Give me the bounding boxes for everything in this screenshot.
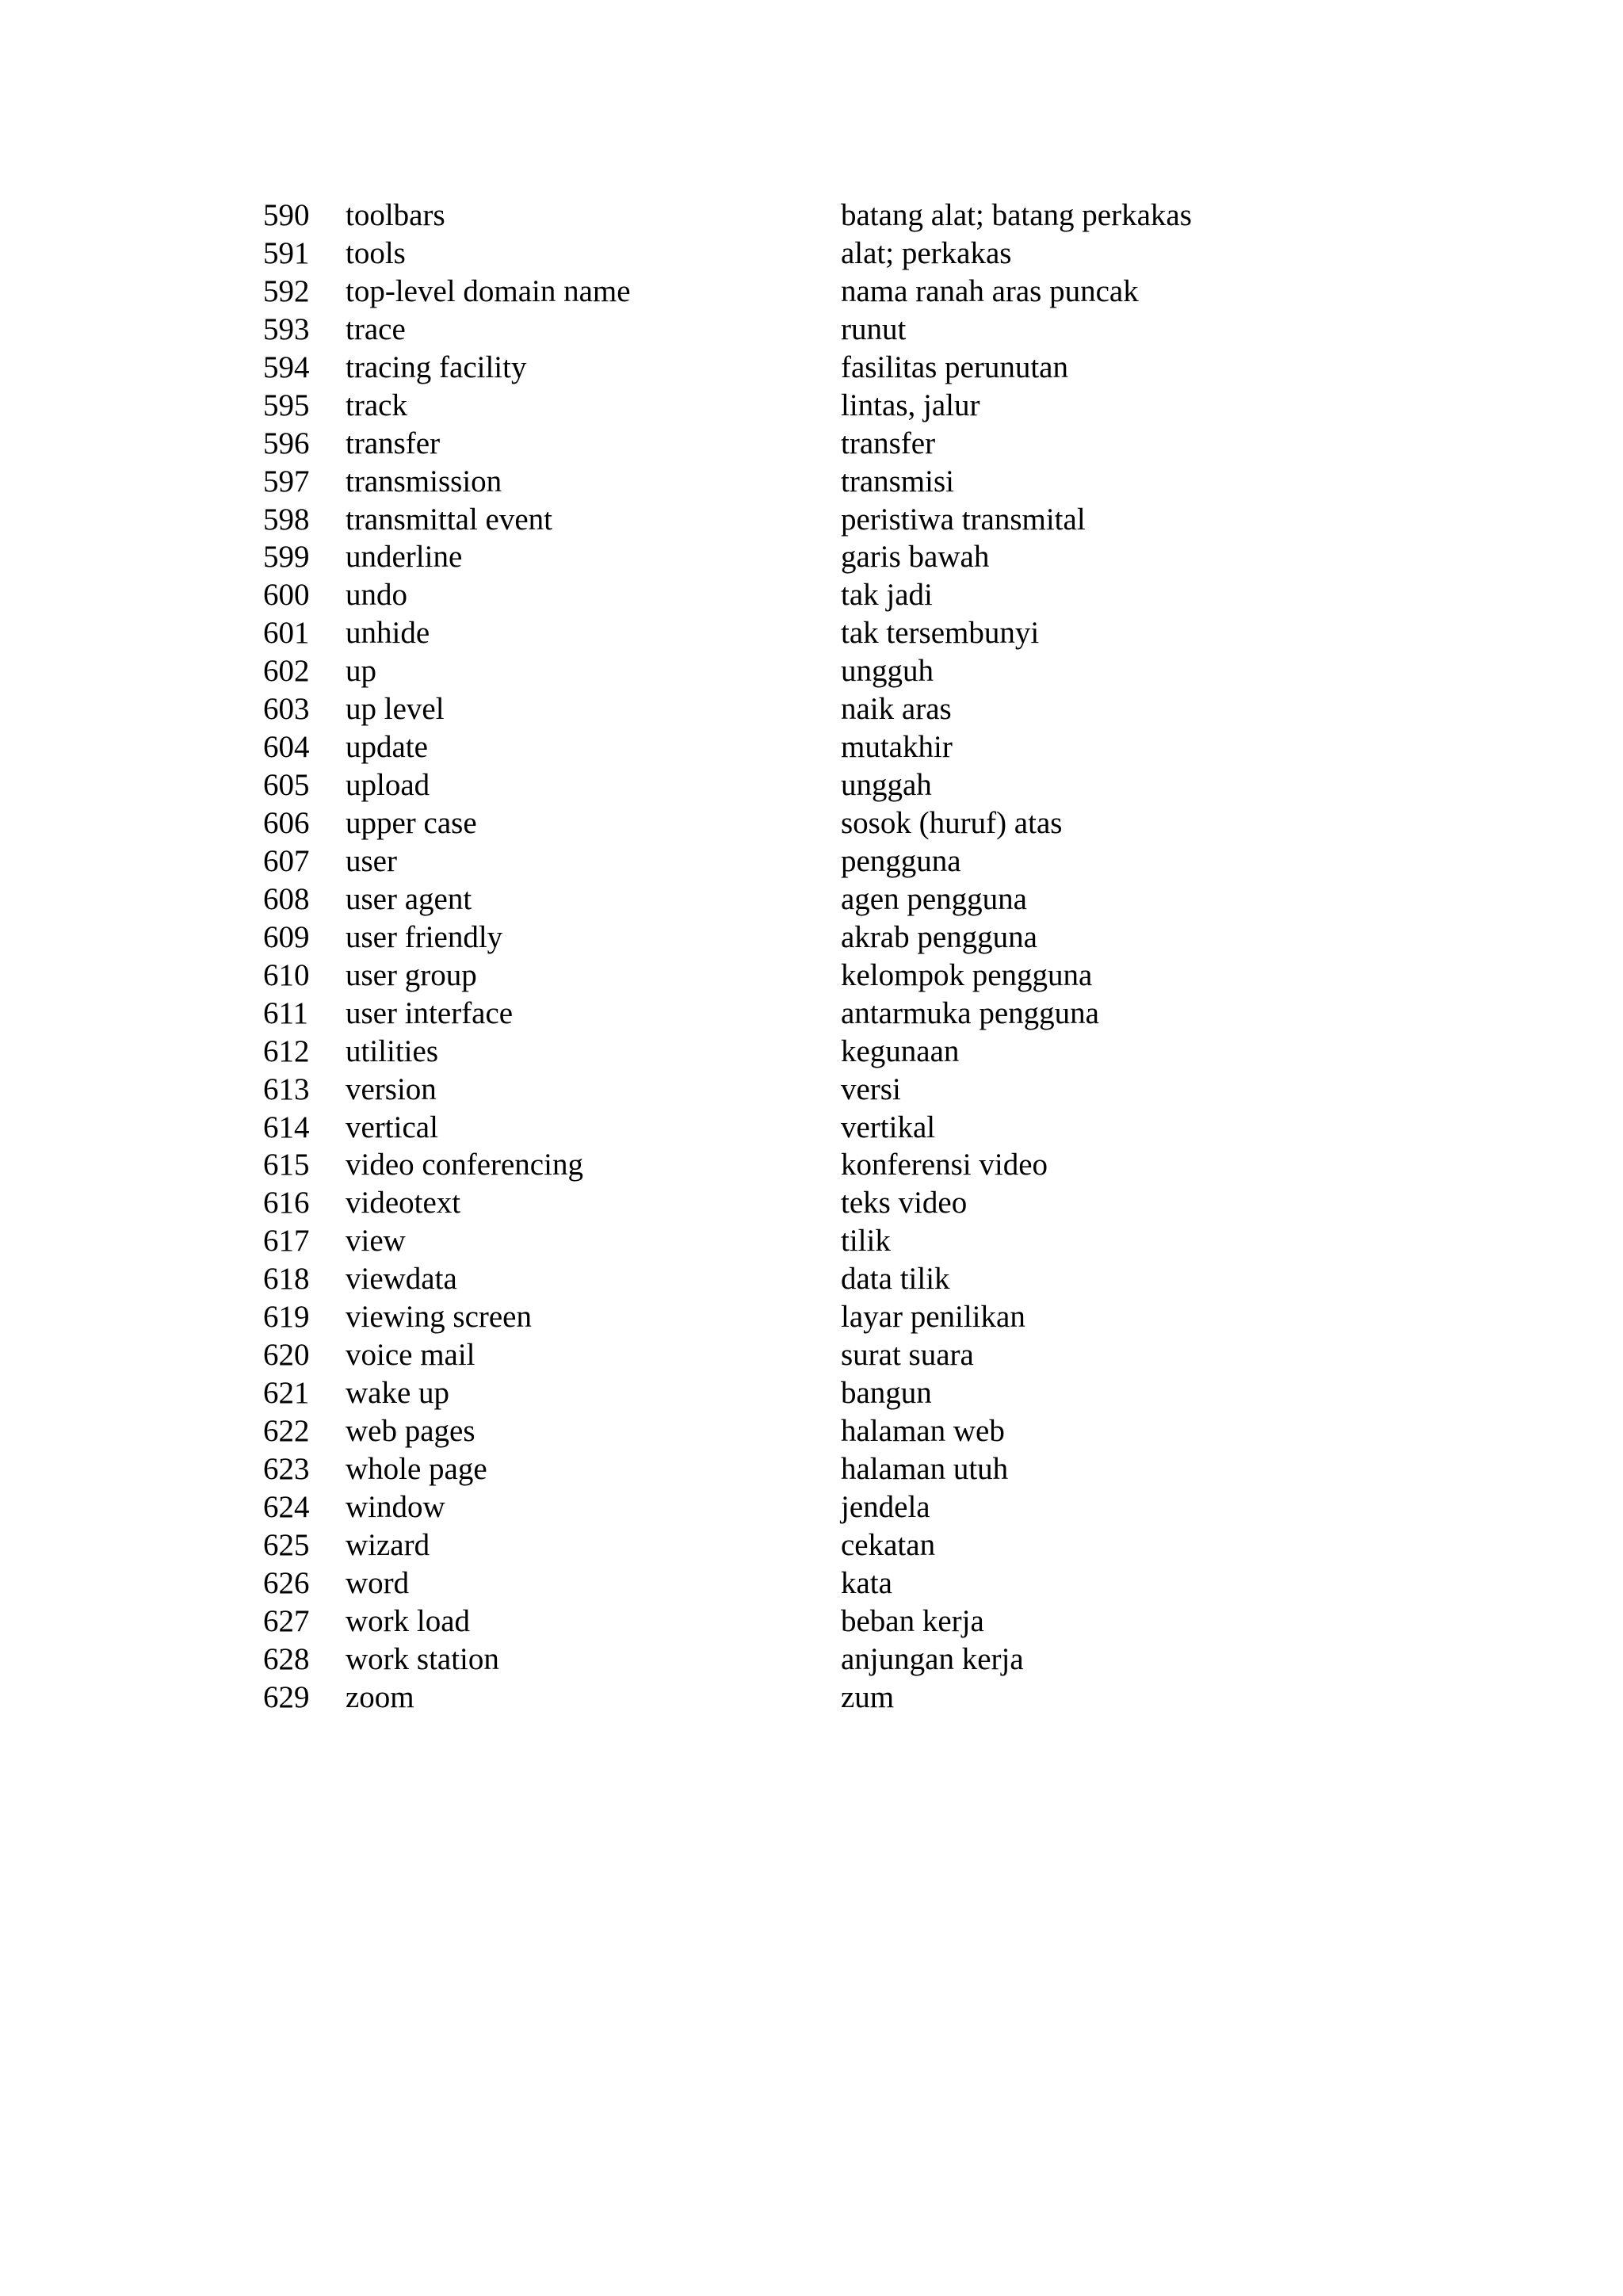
indonesian-translation: teks video [841, 1186, 968, 1221]
english-term: viewdata [346, 1262, 457, 1297]
entry-number: 625 [263, 1527, 310, 1562]
glossary-row [0, 1450, 1623, 1488]
english-term: viewing screen [346, 1300, 532, 1335]
glossary-row [0, 1603, 1623, 1641]
indonesian-translation: anjungan kerja [841, 1641, 1024, 1676]
english-term: voice mail [346, 1338, 475, 1373]
english-term: tracing facility [346, 350, 527, 384]
glossary-list [0, 197, 1623, 1717]
glossary-row [0, 766, 1623, 804]
entry-number: 628 [263, 1641, 310, 1676]
english-term: version [346, 1072, 437, 1106]
english-term: whole page [346, 1451, 487, 1486]
indonesian-translation: garis bawah [841, 540, 990, 575]
entry-number: 613 [263, 1072, 310, 1106]
indonesian-translation: batang alat; batang perkakas [841, 198, 1192, 232]
glossary-row [0, 690, 1623, 728]
glossary-row [0, 881, 1623, 919]
indonesian-translation: tak tersembunyi [841, 616, 1040, 651]
english-term: word [346, 1565, 410, 1600]
english-term: top-level domain name [346, 273, 631, 308]
glossary-row [0, 1564, 1623, 1603]
glossary-row [0, 235, 1623, 273]
english-term: transfer [346, 426, 441, 460]
entry-number: 616 [263, 1186, 310, 1221]
english-term: video conferencing [346, 1148, 583, 1182]
glossary-row [0, 804, 1623, 842]
entry-number: 615 [263, 1148, 310, 1182]
indonesian-translation: zum [841, 1679, 895, 1714]
glossary-row [0, 576, 1623, 614]
english-term: user [346, 843, 397, 878]
glossary-row [0, 1222, 1623, 1260]
entry-number: 617 [263, 1224, 310, 1259]
entry-number: 614 [263, 1110, 310, 1144]
indonesian-translation: surat suara [841, 1338, 974, 1373]
entry-number: 607 [263, 843, 310, 878]
indonesian-translation: naik aras [841, 692, 952, 727]
indonesian-translation: nama ranah aras puncak [841, 273, 1139, 308]
glossary-row [0, 957, 1623, 995]
indonesian-translation: jendela [841, 1489, 930, 1524]
entry-number: 619 [263, 1300, 310, 1335]
entry-number: 603 [263, 692, 310, 727]
indonesian-translation: transfer [841, 426, 936, 460]
indonesian-translation: antarmuka pengguna [841, 995, 1099, 1030]
english-term: underline [346, 540, 463, 575]
entry-number: 626 [263, 1565, 310, 1600]
entry-number: 611 [263, 995, 309, 1030]
indonesian-translation: unggah [841, 768, 932, 803]
english-term: track [346, 388, 407, 422]
glossary-row [0, 1260, 1623, 1298]
entry-number: 610 [263, 957, 310, 992]
entry-number: 595 [263, 388, 310, 422]
glossary-row [0, 387, 1623, 425]
glossary-row [0, 349, 1623, 387]
entry-number: 593 [263, 311, 310, 346]
entry-number: 597 [263, 464, 310, 499]
indonesian-translation: mutakhir [841, 730, 953, 765]
english-term: upload [346, 768, 430, 803]
entry-number: 602 [263, 654, 310, 689]
english-term: user group [346, 957, 477, 992]
entry-number: 612 [263, 1033, 310, 1068]
english-term: up level [346, 692, 445, 727]
english-term: user friendly [346, 919, 503, 954]
english-term: undo [346, 578, 407, 613]
entry-number: 624 [263, 1489, 310, 1524]
english-term: work station [346, 1641, 499, 1676]
english-term: zoom [346, 1679, 414, 1714]
entry-number: 592 [263, 273, 310, 308]
english-term: window [346, 1489, 445, 1524]
glossary-row [0, 538, 1623, 576]
glossary-row [0, 1109, 1623, 1147]
indonesian-translation: kelompok pengguna [841, 957, 1093, 992]
indonesian-translation: fasilitas perunutan [841, 350, 1068, 384]
entry-number: 621 [263, 1376, 310, 1411]
indonesian-translation: versi [841, 1072, 901, 1106]
glossary-row [0, 425, 1623, 463]
entry-number: 601 [263, 616, 310, 651]
entry-number: 618 [263, 1262, 310, 1297]
english-term: web pages [346, 1414, 475, 1448]
glossary-row [0, 728, 1623, 766]
glossary-row [0, 842, 1623, 881]
english-term: wizard [346, 1527, 430, 1562]
entry-number: 606 [263, 806, 310, 840]
entry-number: 596 [263, 426, 310, 460]
indonesian-translation: agen pengguna [841, 881, 1027, 916]
indonesian-translation: sosok (huruf) atas [841, 806, 1063, 840]
indonesian-translation: kata [841, 1565, 892, 1600]
indonesian-translation: layar penilikan [841, 1300, 1025, 1335]
entry-number: 623 [263, 1451, 310, 1486]
indonesian-translation: bangun [841, 1376, 932, 1411]
glossary-row [0, 614, 1623, 652]
glossary-row [0, 311, 1623, 349]
english-term: utilities [346, 1033, 438, 1068]
entry-number: 591 [263, 235, 310, 270]
glossary-row [0, 1679, 1623, 1717]
english-term: toolbars [346, 198, 445, 232]
english-term: user agent [346, 881, 472, 916]
indonesian-translation: data tilik [841, 1262, 950, 1297]
glossary-row [0, 1412, 1623, 1450]
entry-number: 609 [263, 919, 310, 954]
glossary-row [0, 1298, 1623, 1336]
glossary-row [0, 1336, 1623, 1374]
glossary-row [0, 1488, 1623, 1526]
indonesian-translation: transmisi [841, 464, 954, 499]
indonesian-translation: runut [841, 311, 907, 346]
indonesian-translation: alat; perkakas [841, 235, 1012, 270]
indonesian-translation: peristiwa transmital [841, 502, 1086, 537]
glossary-row [0, 1071, 1623, 1109]
indonesian-translation: pengguna [841, 843, 961, 878]
english-term: tools [346, 235, 406, 270]
glossary-row [0, 463, 1623, 501]
glossary-row [0, 1033, 1623, 1071]
english-term: transmittal event [346, 502, 553, 537]
english-term: view [346, 1224, 406, 1259]
entry-number: 598 [263, 502, 310, 537]
entry-number: 605 [263, 768, 310, 803]
glossary-row [0, 1526, 1623, 1564]
english-term: unhide [346, 616, 430, 651]
entry-number: 608 [263, 881, 310, 916]
entry-number: 600 [263, 578, 310, 613]
indonesian-translation: vertikal [841, 1110, 936, 1144]
english-term: vertical [346, 1110, 438, 1144]
english-term: user interface [346, 995, 514, 1030]
glossary-row [0, 995, 1623, 1033]
glossary-row [0, 1641, 1623, 1679]
indonesian-translation: ungguh [841, 654, 934, 689]
indonesian-translation: akrab pengguna [841, 919, 1037, 954]
glossary-row [0, 1184, 1623, 1222]
indonesian-translation: cekatan [841, 1527, 936, 1562]
indonesian-translation: tak jadi [841, 578, 933, 613]
glossary-row [0, 197, 1623, 235]
glossary-row [0, 1374, 1623, 1412]
english-term: up [346, 654, 376, 689]
glossary-row [0, 273, 1623, 311]
entry-number: 599 [263, 540, 310, 575]
glossary-row [0, 501, 1623, 539]
english-term: upper case [346, 806, 477, 840]
entry-number: 604 [263, 730, 310, 765]
indonesian-translation: konferensi video [841, 1148, 1048, 1182]
english-term: trace [346, 311, 406, 346]
entry-number: 620 [263, 1338, 310, 1373]
english-term: wake up [346, 1376, 450, 1411]
glossary-row [0, 919, 1623, 957]
entry-number: 594 [263, 350, 310, 384]
entry-number: 629 [263, 1679, 310, 1714]
indonesian-translation: halaman web [841, 1414, 1005, 1448]
entry-number: 627 [263, 1603, 310, 1638]
english-term: transmission [346, 464, 502, 499]
indonesian-translation: tilik [841, 1224, 891, 1259]
indonesian-translation: beban kerja [841, 1603, 984, 1638]
entry-number: 590 [263, 198, 310, 232]
glossary-row [0, 652, 1623, 690]
indonesian-translation: lintas, jalur [841, 388, 980, 422]
english-term: update [346, 730, 428, 765]
indonesian-translation: kegunaan [841, 1033, 960, 1068]
english-term: work load [346, 1603, 471, 1638]
glossary-row [0, 1146, 1623, 1184]
english-term: videotext [346, 1186, 461, 1221]
entry-number: 622 [263, 1414, 310, 1448]
indonesian-translation: halaman utuh [841, 1451, 1009, 1486]
